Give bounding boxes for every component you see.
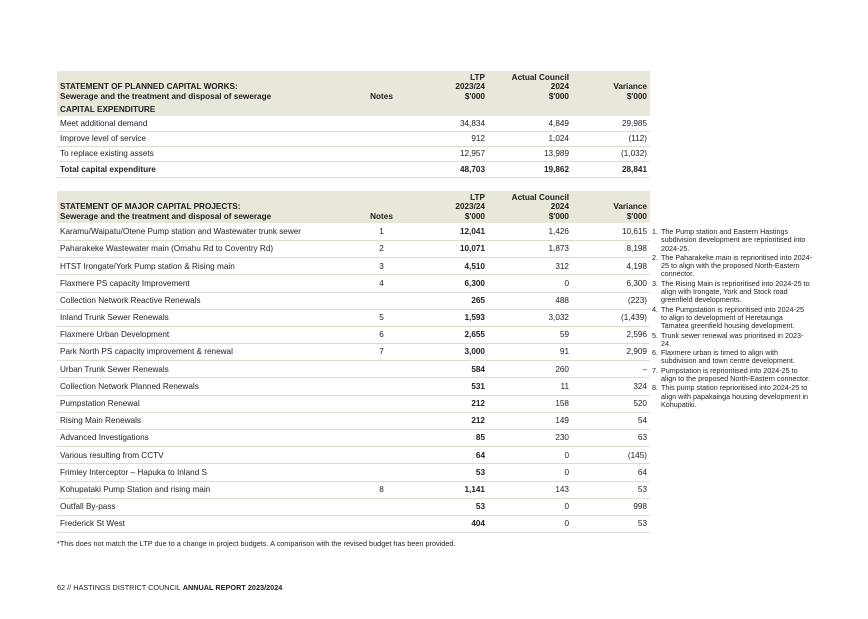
row-ltp: 85 [406,430,488,447]
row-ltp: 531 [406,378,488,395]
row-notes [357,116,406,131]
row-label: Various resulting from CCTV [57,447,357,464]
row-notes: 6 [357,326,406,343]
row-actual: 13,989 [488,146,572,161]
side-note-text: The Pumpstation is reprioritised into 2024-25 to align to development of Heretaunga Tamatea greenfield housing development. [661,304,805,331]
row-notes [357,395,406,412]
side-note-text: The Rising Main is reprioritised into 2024-25 to align with Irongate, York and Stock road greenfield developments. [661,278,810,305]
row-label: Flaxmere PS capacity Improvement [57,275,357,292]
row-ltp: 12,957 [406,146,488,161]
row-label: HTST Irongate/York Pump station & Rising main [57,258,357,275]
row-notes [357,464,406,481]
table-row [57,481,650,498]
row-actual: 3,032 [488,309,572,326]
table-row [57,258,650,275]
row-actual: 488 [488,292,572,309]
row-label: Inland Trunk Sewer Renewals [57,309,357,326]
row-notes [357,515,406,532]
row-actual: 158 [488,395,572,412]
side-note-number: 6. [652,348,658,358]
row-notes: 2 [357,240,406,257]
row-notes [357,412,406,429]
row-actual: 312 [488,258,572,275]
row-notes: 4 [357,275,406,292]
table-row [57,309,650,326]
row-notes: 1 [357,223,406,240]
table-row [57,131,650,146]
row-actual: 0 [488,447,572,464]
table-row [57,498,650,515]
side-note [652,332,812,349]
table-row [57,344,650,361]
row-ltp: 1,593 [406,309,488,326]
row-variance: 53 [572,515,650,532]
row-actual: 0 [488,275,572,292]
row-actual: 0 [488,498,572,515]
row-notes [357,447,406,464]
row-label: Advanced Investigations [57,430,357,447]
table-row [57,361,650,378]
row-variance: (112) [572,131,650,146]
row-ltp: 1,141 [406,481,488,498]
row-label: To replace existing assets [57,146,357,161]
major-header-row [57,191,650,223]
row-variance: 998 [572,498,650,515]
row-notes [357,146,406,161]
row-label: Park North PS capacity improvement & renewal [57,344,357,361]
side-note [652,349,812,366]
row-label: Karamu/Waipatu/Otene Pump station and Wastewater trunk sewer [57,223,357,240]
side-note [652,367,812,384]
side-note [652,280,812,305]
row-variance: 63 [572,430,650,447]
planned-ltp-header: LTP 2023/24 $'000 [406,71,488,103]
table-row [57,326,650,343]
table-row [57,395,650,412]
row-actual: 260 [488,361,572,378]
footer-prefix: 62 // HASTINGS DISTRICT COUNCIL [57,583,183,592]
row-label: Collection Network Planned Renewals [57,378,357,395]
row-variance: 53 [572,481,650,498]
row-label: Meet additional demand [57,116,357,131]
major-subtitle: Sewerage and the treatment and disposal of sewerage [60,211,272,221]
row-ltp: 53 [406,498,488,515]
side-note [652,384,812,409]
table-row [57,116,650,131]
side-note-number: 5. [652,330,658,340]
side-note-number: 8. [652,383,658,393]
row-variance: 4,198 [572,258,650,275]
row-label: Kohupataki Pump Station and rising main [57,481,357,498]
row-ltp: 12,041 [406,223,488,240]
row-variance: (223) [572,292,650,309]
planned-subtitle: Sewerage and the treatment and disposal of sewerage [60,91,272,101]
row-actual: 230 [488,430,572,447]
table-row [57,378,650,395]
footer-report-title: ANNUAL REPORT 2023/2024 [182,583,283,592]
side-note-number: 2. [652,252,658,262]
row-variance: – [572,361,650,378]
total-label: Total capital expenditure [57,161,357,177]
row-variance: 324 [572,378,650,395]
table-row [57,447,650,464]
row-ltp: 34,834 [406,116,488,131]
row-actual: 0 [488,515,572,532]
major-actual-header: Actual Council 2024 $'000 [488,191,572,223]
side-note-number: 3. [652,278,658,288]
row-variance: 8,198 [572,240,650,257]
major-title: STATEMENT OF MAJOR CAPITAL PROJECTS: [60,202,241,212]
side-note-text: Trunk sewer renewal was prioritised in 2023-24. [661,330,804,348]
table-row [57,464,650,481]
row-actual: 143 [488,481,572,498]
row-variance: 54 [572,412,650,429]
row-actual: 1,024 [488,131,572,146]
row-notes [357,131,406,146]
row-ltp: 4,510 [406,258,488,275]
major-capital-projects-table [57,191,650,533]
planned-notes-header: Notes [357,71,406,103]
row-notes: 7 [357,344,406,361]
row-label: Collection Network Reactive Renewals [57,292,357,309]
row-label: Frederick St West [57,515,357,532]
row-ltp: 53 [406,464,488,481]
table-row [57,240,650,257]
table-row [57,515,650,532]
row-notes [357,378,406,395]
row-ltp: 212 [406,395,488,412]
section-label: CAPITAL EXPENDITURE [57,103,650,116]
row-label: Frimley Interceptor – Hapuka to Inland S [57,464,357,481]
row-variance: (1,032) [572,146,650,161]
row-variance: 2,909 [572,344,650,361]
total-row [57,161,650,177]
row-label: Flaxmere Urban Development [57,326,357,343]
row-label: Urban Trunk Sewer Renewals [57,361,357,378]
row-notes: 5 [357,309,406,326]
table-row [57,430,650,447]
row-variance: 29,985 [572,116,650,131]
row-ltp: 265 [406,292,488,309]
side-note-number: 4. [652,304,658,314]
row-ltp: 64 [406,447,488,464]
row-notes [357,498,406,515]
planned-header-row [57,71,650,103]
row-variance: 10,615 [572,223,650,240]
row-ltp: 10,071 [406,240,488,257]
row-ltp: 912 [406,131,488,146]
row-ltp: 404 [406,515,488,532]
row-ltp: 212 [406,412,488,429]
side-note [652,306,812,331]
row-label: Pumpstation Renewal [57,395,357,412]
row-ltp: 584 [406,361,488,378]
planned-title: STATEMENT OF PLANNED CAPITAL WORKS: [60,82,238,92]
row-actual: 91 [488,344,572,361]
side-note-text: The Pump station and Eastern Hastings subdivision development are reprioritised into 2024-25. [661,227,806,253]
row-actual: 149 [488,412,572,429]
table-row [57,223,650,240]
major-notes-header: Notes [357,191,406,223]
side-note [652,254,812,279]
row-actual: 1,426 [488,223,572,240]
row-notes: 8 [357,481,406,498]
planned-variance-header: Variance $'000 [572,71,650,103]
side-note-number: 7. [652,365,658,375]
total-actual: 19,862 [488,161,572,177]
planned-capital-works-table [57,71,650,178]
page-footer [57,583,282,592]
table-row [57,292,650,309]
row-notes [357,430,406,447]
side-note-text: Pumpstation is reprioritised into 2024-25 to align to the proposed North-Eastern connector. [661,365,811,384]
capital-expenditure-section-row [57,103,650,116]
table-row [57,275,650,292]
row-notes [357,292,406,309]
planned-actual-header: Actual Council 2024 $'000 [488,71,572,103]
row-actual: 11 [488,378,572,395]
row-variance: 2,596 [572,326,650,343]
row-variance: (1,439) [572,309,650,326]
row-ltp: 2,655 [406,326,488,343]
row-label: Outfall By-pass [57,498,357,515]
row-ltp: 6,300 [406,275,488,292]
row-variance: 64 [572,464,650,481]
table-row [57,146,650,161]
total-variance: 28,841 [572,161,650,177]
total-ltp: 48,703 [406,161,488,177]
row-variance: (145) [572,447,650,464]
row-actual: 0 [488,464,572,481]
side-note [652,228,812,253]
row-variance: 6,300 [572,275,650,292]
major-variance-header: Variance $'000 [572,191,650,223]
row-label: Paharakeke Wastewater main (Omahu Rd to Coventry Rd) [57,240,357,257]
row-notes: 3 [357,258,406,275]
row-actual: 59 [488,326,572,343]
row-variance: 520 [572,395,650,412]
row-label: Improve level of service [57,131,357,146]
side-notes-list [652,228,812,410]
major-ltp-header: LTP 2023/24 $'000 [406,191,488,223]
footnote: *This does not match the LTP due to a change in project budgets. A comparison with the revised budget has been provided. [57,539,456,548]
table-row [57,412,650,429]
row-notes [357,361,406,378]
row-actual: 1,873 [488,240,572,257]
side-note-text: The Paharakeke main is reprioritised into 2024-25 to align with the proposed North-Eastern connector. [661,252,813,279]
row-ltp: 3,000 [406,344,488,361]
side-note-number: 1. [652,227,658,236]
side-note-text: This pump station reprioritised into 2024-25 to align with papakainga housing development in Kohupatiki. [661,383,809,409]
row-actual: 4,849 [488,116,572,131]
row-label: Rising Main Renewals [57,412,357,429]
side-note-text: Flaxmere urban is timed to align with subdivision and town centre development. [661,348,795,366]
